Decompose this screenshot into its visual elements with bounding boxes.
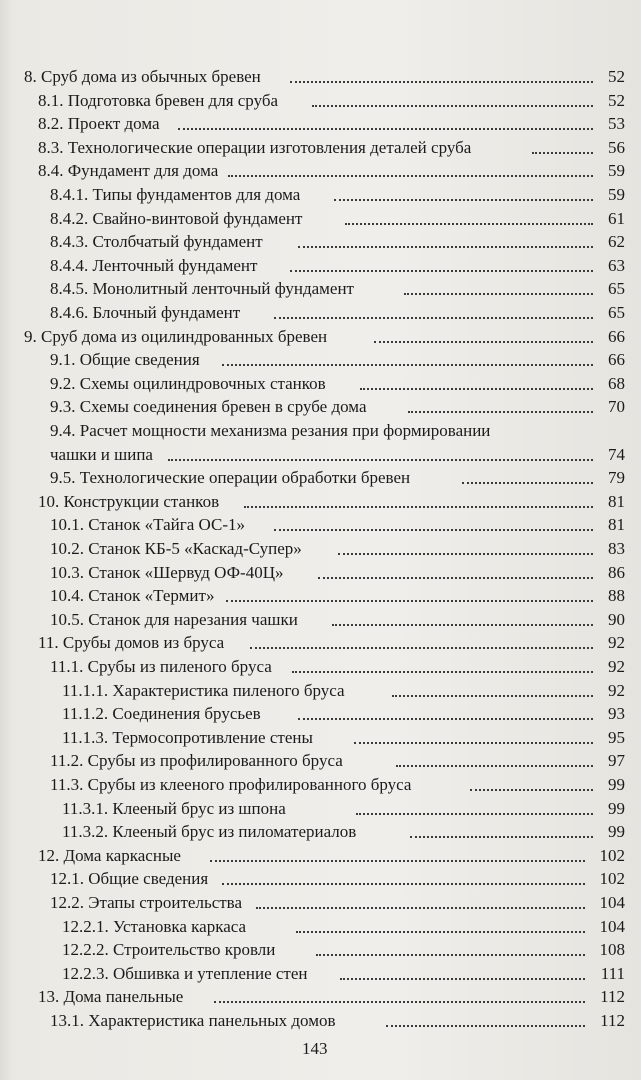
toc-entry-title: 8.4.1. Типы фундаментов для дома <box>50 185 301 204</box>
toc-entry <box>0 891 641 915</box>
toc-entry-page: 95 <box>608 727 625 747</box>
toc-leader-dots <box>290 270 593 272</box>
toc-entry-page: 56 <box>608 137 625 157</box>
toc-leader-dots <box>386 1025 585 1027</box>
toc-entry-title: 8.3. Технологические операции изготовления деталей сруба <box>38 137 472 157</box>
toc-entry-title: 8.2. Проект дома <box>38 114 160 134</box>
toc-entry-page: 59 <box>608 185 625 204</box>
toc-entry-title: 9.2. Схемы оцилиндровочных станков <box>50 373 326 393</box>
toc-entry-title: 8. Сруб дома из обычных бревен <box>24 67 261 86</box>
toc-entry-page: 74 <box>608 444 625 464</box>
toc-entry-page: 111 <box>600 963 625 983</box>
toc-entry <box>0 915 641 939</box>
toc-entry-page: 68 <box>608 373 625 393</box>
toc-entry-page: 66 <box>608 350 625 370</box>
toc-leader-dots <box>222 364 593 366</box>
toc-leader-dots <box>290 81 593 83</box>
toc-entry-page: 104 <box>599 893 625 912</box>
toc-entry <box>0 726 641 750</box>
toc-entry-title: 10.4. Станок «Термит» <box>50 586 215 606</box>
toc-entry <box>0 749 641 773</box>
toc-leader-dots <box>178 128 593 130</box>
toc-entry-title: 12.1. Общие сведения <box>50 869 209 889</box>
toc-leader-dots <box>340 978 585 980</box>
toc-entry-page: 90 <box>608 609 625 629</box>
toc-entry <box>0 867 641 891</box>
toc-entry-page: 52 <box>608 67 625 86</box>
toc-entry <box>0 655 641 679</box>
toc-leader-dots <box>345 223 593 225</box>
toc-leader-dots <box>210 860 585 862</box>
toc-leader-dots <box>360 388 593 390</box>
toc-leader-dots <box>226 600 593 602</box>
toc-entry-page: 92 <box>608 633 625 653</box>
toc-entry <box>0 490 641 514</box>
toc-entry <box>0 938 641 962</box>
toc-entry-page: 102 <box>599 869 625 889</box>
toc-entry-title: 8.4.5. Монолитный ленточный фундамент <box>50 279 354 299</box>
toc-entry-title: чашки и шипа <box>50 444 153 464</box>
toc-entry <box>0 136 641 160</box>
toc-entry <box>0 702 641 726</box>
page-number: 143 <box>302 1038 328 1058</box>
toc-leader-dots <box>404 293 593 295</box>
toc-entry <box>0 962 641 986</box>
toc-entry-title: 8.4.6. Блочный фундамент <box>50 303 241 322</box>
toc-entry-page: 63 <box>608 255 625 275</box>
toc-entry-page: 102 <box>599 845 625 865</box>
toc-entry-page: 66 <box>608 326 625 346</box>
toc-entry <box>0 820 641 844</box>
toc-entry-title: 13.1. Характеристика панельных домов <box>50 1011 336 1030</box>
toc-entry-page: 79 <box>608 468 625 488</box>
toc-entry-title: 13. Дома панельные <box>38 987 184 1007</box>
toc-entry-page: 112 <box>600 987 625 1007</box>
toc-entry <box>0 561 641 585</box>
toc-entry <box>0 513 641 537</box>
toc-leader-dots <box>334 199 593 201</box>
toc-entry-page: 62 <box>608 232 625 252</box>
toc-entry-title: 11.1.1. Характеристика пиленого бруса <box>62 680 345 700</box>
toc-entry-page: 65 <box>608 303 625 322</box>
toc-entry-title: 11. Срубы домов из бруса <box>38 633 225 653</box>
toc-entry <box>0 372 641 396</box>
toc-entry-title: 11.2. Срубы из профилированного бруса <box>50 751 343 771</box>
toc-entry <box>0 348 641 372</box>
toc-entry <box>0 844 641 868</box>
toc-entry-page: 52 <box>608 90 625 110</box>
toc-entry-page: 88 <box>608 586 625 606</box>
toc-leader-dots <box>168 459 593 461</box>
toc-leader-dots <box>354 742 593 744</box>
toc-leader-dots <box>356 813 593 815</box>
toc-entry <box>0 277 641 301</box>
toc-leader-dots <box>274 529 593 531</box>
toc-entry-page: 112 <box>600 1011 625 1030</box>
toc-leader-dots <box>462 482 593 484</box>
toc-leader-dots <box>228 175 593 177</box>
toc-entry-page: 83 <box>608 539 625 558</box>
toc-entry-title: 10. Конструкции станков <box>38 491 220 511</box>
toc-leader-dots <box>392 695 593 697</box>
toc-leader-dots <box>408 411 593 413</box>
toc-entry <box>0 608 641 632</box>
toc-entry-page: 81 <box>608 515 625 535</box>
toc-leader-dots <box>222 883 585 885</box>
toc-entry-title: 10.2. Станок КБ-5 «Каскад-Супер» <box>50 539 302 558</box>
toc-entry <box>0 773 641 797</box>
toc-entry <box>0 584 641 608</box>
toc-entry-page: 81 <box>608 491 625 511</box>
toc-leader-dots <box>298 246 593 248</box>
toc-entry <box>0 395 641 419</box>
toc-entry <box>0 65 641 89</box>
toc-entry <box>0 985 641 1009</box>
toc-entry-page: 86 <box>608 562 625 582</box>
toc-entry <box>0 631 641 655</box>
toc-leader-dots <box>274 317 593 319</box>
toc-leader-dots <box>374 341 593 343</box>
toc-leader-dots <box>244 506 593 508</box>
toc-entry-title: 8.4. Фундамент для дома <box>38 161 219 181</box>
toc-leader-dots <box>256 907 585 909</box>
toc-entry-page: 93 <box>608 704 625 724</box>
toc-leader-dots <box>292 671 593 673</box>
toc-leader-dots <box>396 765 593 767</box>
toc-leader-dots <box>410 836 593 838</box>
toc-entry <box>0 797 641 821</box>
toc-entry-title: 10.1. Станок «Тайга ОС-1» <box>50 515 246 535</box>
toc-entry-title: 11.1.2. Соединения брусьев <box>62 704 261 724</box>
toc-entry <box>0 254 641 278</box>
toc-entry-title: 10.5. Станок для нарезания чашки <box>50 609 298 629</box>
toc-entry-title: 9.5. Технологические операции обработки бревен <box>50 468 411 488</box>
toc-entry <box>0 1009 641 1033</box>
toc-leader-dots <box>312 105 593 107</box>
toc-entry-page: 61 <box>608 208 625 228</box>
toc-leader-dots <box>214 1001 585 1003</box>
toc-entry-page: 99 <box>608 775 625 794</box>
toc-entry-title: 12. Дома каркасные <box>38 845 181 865</box>
toc-entry-title: 12.2.1. Установка каркаса <box>62 916 247 936</box>
toc-entry-page: 53 <box>608 114 625 134</box>
toc-entry-page: 92 <box>608 657 625 676</box>
toc-entry-page: 99 <box>608 798 625 818</box>
toc-entry <box>0 301 641 325</box>
toc-entry <box>0 443 641 467</box>
toc-entry-title: 11.3.2. Клееный брус из пиломатериалов <box>62 822 357 842</box>
toc-entry-title: 9.1. Общие сведения <box>50 350 200 370</box>
toc-entry-page: 108 <box>599 940 625 960</box>
toc-entry-title: 11.1. Срубы из пиленого бруса <box>50 657 272 676</box>
toc-entry-title: 12.2.2. Строительство кровли <box>62 940 276 960</box>
toc-entry-title: 10.3. Станок «Шервуд ОФ-40Ц» <box>50 562 284 582</box>
toc-entry-title: 12.2.3. Обшивка и утепление стен <box>62 963 308 983</box>
toc-entry-page: 59 <box>608 161 625 181</box>
toc-entry <box>0 89 641 113</box>
toc-leader-dots <box>250 647 593 649</box>
toc-entry-page: 99 <box>608 822 625 842</box>
toc-entry-title: 8.4.2. Свайно-винтовой фундамент <box>50 208 303 228</box>
toc-entry-title: 8.4.4. Ленточный фундамент <box>50 255 258 275</box>
toc-entry <box>0 466 641 490</box>
toc-entry <box>0 419 641 443</box>
toc-entry <box>0 679 641 703</box>
toc-leader-dots <box>296 931 585 933</box>
toc-leader-dots <box>318 577 593 579</box>
toc-entry <box>0 183 641 207</box>
toc-leader-dots <box>298 718 593 720</box>
toc-entry <box>0 537 641 561</box>
toc-entry-title: 9.3. Схемы соединения бревен в срубе дома <box>50 397 367 417</box>
toc-entry-page: 97 <box>608 751 625 771</box>
toc-entry <box>0 159 641 183</box>
toc-entry-title: 9. Сруб дома из оцилиндрованных бревен <box>24 326 328 346</box>
toc-entry <box>0 230 641 254</box>
toc-entry-title: 12.2. Этапы строительства <box>50 893 243 912</box>
toc-entry-title: 9.4. Расчет мощности механизма резания при формировании <box>50 421 491 440</box>
toc-entry-page: 70 <box>608 397 625 417</box>
toc-entry <box>0 112 641 136</box>
toc-entry-title: 11.1.3. Термосопротивление стены <box>62 727 313 747</box>
toc-entry-page: 104 <box>599 916 625 936</box>
toc-entry-page: 65 <box>608 279 625 299</box>
toc-entry <box>0 325 641 349</box>
toc-entry-title: 8.4.3. Столбчатый фундамент <box>50 232 263 252</box>
toc-entry <box>0 207 641 231</box>
toc-entry-title: 8.1. Подготовка бревен для сруба <box>38 90 279 110</box>
toc-entry-page: 92 <box>608 680 625 700</box>
toc-entry-title: 11.3. Срубы из клееного профилированного бруса <box>50 775 412 794</box>
toc-leader-dots <box>316 954 585 956</box>
toc-leader-dots <box>338 553 593 555</box>
toc-leader-dots <box>532 152 593 154</box>
toc-entry-title: 11.3.1. Клееный брус из шпона <box>62 798 286 818</box>
toc-leader-dots <box>332 624 593 626</box>
toc-leader-dots <box>470 789 593 791</box>
